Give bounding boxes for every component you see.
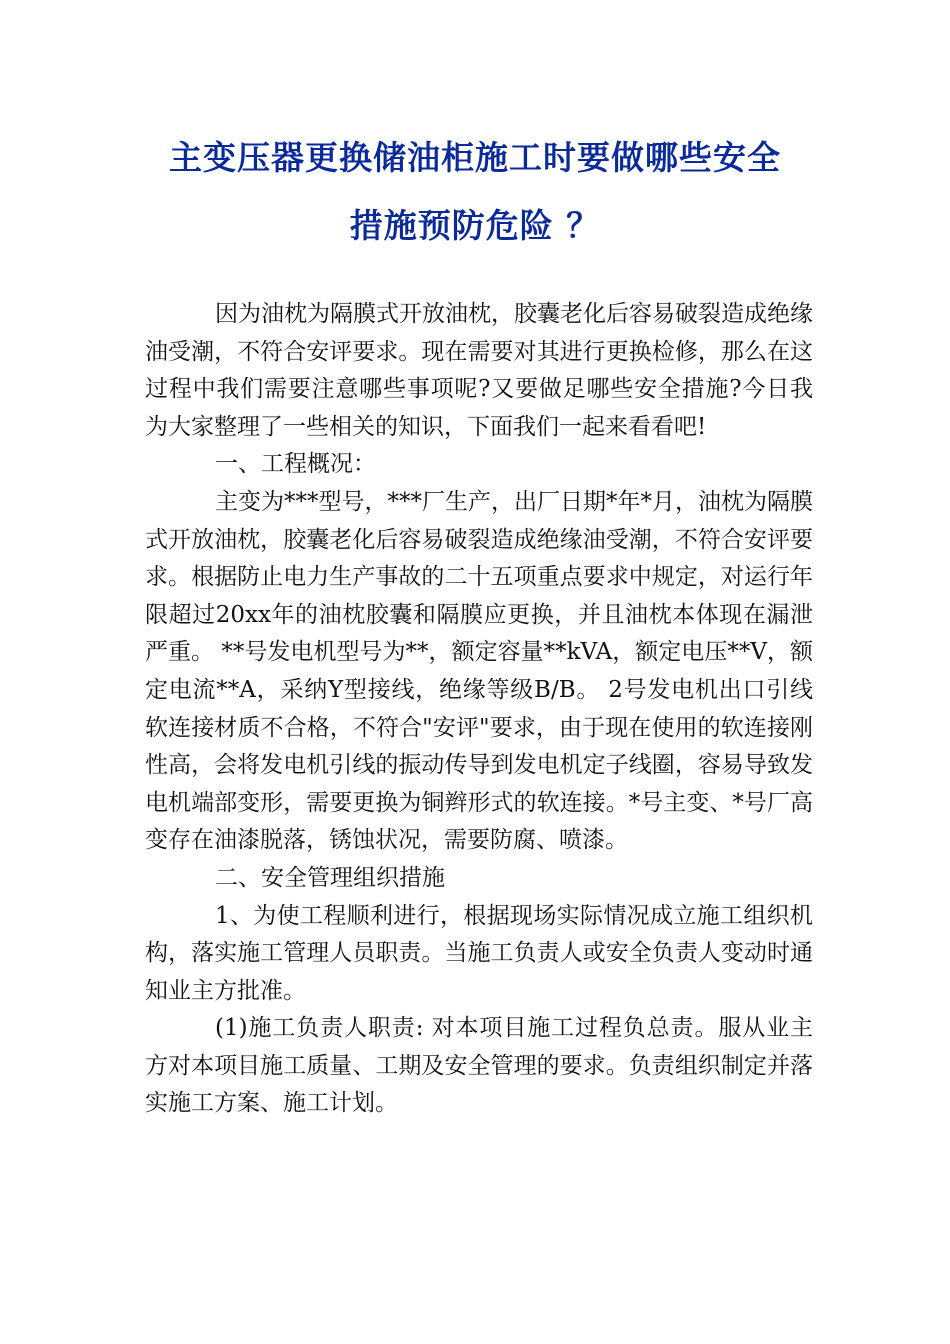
project-overview-paragraph: 主变为***型号，***厂生产，出厂日期*年*月，油枕为隔膜式开放油枕，胶囊老化后容易破裂造成绝缘油受潮，不符合安评要求。根据防止电力生产事故的二十五项重点要求中规定，对运行年限超过20xx年的油枕胶囊和隔膜应更换，并且油枕本体现在漏泄严重。 **号发电机型号为**，额定容量**kVA，额定电压**V，额定电流**A，采纳Y型接线，绝缘等级B/B。 2号发电机出口引线软连接材质不合格，不符合"安评"要求，由于现在使用的软连接刚性高，会将发电机引线的振动传导到发电机定子线圈，容易导致发电机端部变形，需要更换为铜辫形式的软连接。*号主变、*号厂高变存在油漆脱落，锈蚀状况，需要防腐、喷漆。 bbox=[145, 488, 813, 854]
intro-paragraph: 因为油枕为隔膜式开放油枕，胶囊老化后容易破裂造成绝缘油受潮，不符合安评要求。现在需要对其进行更换检修，那么在这过程中我们需要注意哪些事项呢?又要做足哪些安全措施?今日我为大家整理了一些相关的知识，下面我们一起来看看吧! bbox=[145, 301, 813, 440]
document-title-line-2: 措施预防危险 ？ bbox=[349, 206, 601, 245]
section-heading-project-overview: 一、工程概况： bbox=[215, 451, 376, 478]
construction-lead-duties-paragraph: (1)施工负责人职责: 对本项目施工过程负总责。服从业主方对本项目施工质量、工期及安全管理的要求。负责组织制定并落实施工方案、施工计划。 bbox=[145, 1015, 813, 1117]
document-title-line-1: 主变压器更换储油柜施工时要做哪些安全 bbox=[169, 138, 781, 177]
section-heading-safety-management: 二、安全管理组织措施 bbox=[215, 864, 445, 891]
safety-management-item-1: 1、为使工程顺利进行，根据现场实际情况成立施工组织机构，落实施工管理人员职责。当施工负责人或安全负责人变动时通知业主方批准。 bbox=[145, 902, 813, 1004]
document-body bbox=[145, 296, 813, 1123]
